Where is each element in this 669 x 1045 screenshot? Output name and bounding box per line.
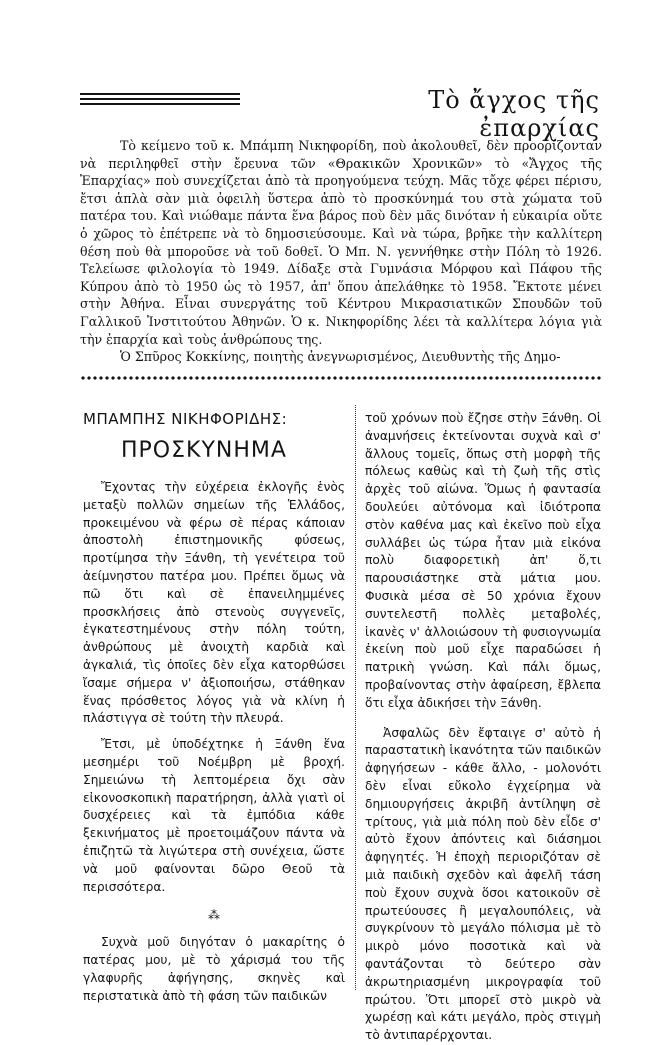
article-left-column — [83, 410, 345, 1006]
body-paragraph: τοῦ χρόνων ποὺ ἔζησε στὴν Ξάνθη. Οἱ ἀναμνήσεις ἐκτείνονται συχνὰ καὶ σ' ἄλλους τομεῖς, ὅπως στὴ μορφὴ τῆς πόλεως καθὼς καὶ τὴ ζωὴ τῆς στὶς ἀρχὲς τοῦ αἰώνα. Ὅμως ἡ φαντασία δουλεύει αὐτόνομα καὶ ἰδιότροπα στὸν καθένα μας καὶ ἐκεῖνο ποὺ εἶχα συλλάβει ὡς τώρα ἦταν μιὰ εἰκόνα πολὺ διαφορετικὴ ἀπ' ὅ,τι παρουσιάστηκε στὰ μάτια μου. Φυσικὰ μέσα σὲ 50 χρόνια ἔχουν συντελεστῆ πολλὲς μεταβολές, ἱκανὲς ν' ἀλλοιώσουν τὴ φυσιογνωμία ἐκείνη ποὺ μοῦ εἶχε παραδώσει ἡ πατρικὴ γνώση. Καὶ πάλι ὅμως, προβαίνοντας στὴν ἀφαίρεση, ἔβλεπα ὅτι εἶχα ἀδικήσει τὴν Ξάνθη. — [365, 411, 601, 710]
body-paragraph: Συχνὰ μοῦ διηγόταν ὁ μακαρίτης ὁ πατέρας μου, μὲ τὸ χάρισμά του τῆς γλαφυρῆς ἀφήγησης, σκηνὲς καὶ περιστατικὰ ἀπὸ τὴ φάση τῶν παιδικῶν — [83, 935, 345, 1003]
body-paragraph: Ἀσφαλῶς δὲν ἔφταιγε σ' αὐτὸ ἡ παραστατικὴ ἱκανότητα τῶν παιδικῶν ἀφηγήσεων - κάθε ἄλλο, - μολονότι δὲν εἶναι εὔκολο ἐγχείρημα νὰ δημιουργήσεις ἀκριβῆ ἀντίληψη σὲ τρίτους, γιὰ μιὰ πόλη ποὺ δὲν εἶδε σ' αὐτὸ ἔχουν ἀπόντεις καὶ διάσημοι ἀφηγητές. Ἡ ἐποχὴ περιοριζόταν σὲ μιὰ παιδικὴ σχεδὸν καὶ ἀφελῆ τάση ποὺ ἔχουν συχνὰ ὅσοι κατοικοῦν σὲ πρωτεύουσες ἢ μεγαλουπόλεις, νὰ συγκρίνουν τὸ μεγάλο πόλισμα μὲ τὸ μικρὸ μόνο ποσοτικὰ καὶ νὰ φαντάζονται τὸ δεύτερο σὰν ἀκρωτηριασμένη μικρογραφία τοῦ πρώτου. Ὅτι μπορεῖ στὸ μικρὸ νὰ χωρέσῃ καὶ κάτι μεγάλο, πρὸς στιγμὴ τὸ ἀντιπαρέρχονται. — [365, 725, 601, 1043]
column-divider — [355, 405, 357, 990]
dotted-separator — [80, 375, 602, 383]
section-title: Τὸ ἄγχος τῆς ἐπαρχίας — [428, 86, 600, 142]
intro-paragraph: Τὸ κείμενο τοῦ κ. Μπάμπη Νικηφορίδη, ποὺ ἀκολουθεῖ, δὲν προορίζονταν νὰ περιληφθεῖ στὴν ἔρευνα τῶν «Θρακικῶν Χρονικῶν» τὸ «Ἄγχος τῆς Ἐπαρχίας» ποὺ συνεχίζεται ἀπὸ τὰ προηγούμενα τεύχη. Μᾶς τὄχε φέρει πέρισυ, ἔτσι ἁπλὰ σὰν μιὰ ὀφειλὴ ὕστερα ἀπὸ τὸ προσκύνημά του στὰ χώματα τοῦ πατέρα του. Καὶ νιώθαμε πάντα ἕνα βάρος ποὺ δὲν μᾶς δινόταν ἡ εὐκαιρία οὔτε ὁ χῶρος τὸ ἐπέτρεπε νὰ τὸ δημοσιεύσουμε. Καὶ νὰ τώρα, βρῆκε τὴν καλλίτερη θέση ποὺ θὰ μποροῦσε νὰ τοῦ δοθεῖ. Ὁ Μπ. Ν. γεννήθηκε στὴν Πόλη τὸ 1926. Τελείωσε φιλολογία τὸ 1949. Δίδαξε στὰ Γυμνάσια Μόρφου καὶ Πάφου τῆς Κύπρου ἀπὸ τὸ 1950 ὡς τὸ 1957, ἀπ' ὅπου ἀπελάθηκε τὸ 1958. Ἔκτοτε μένει στὴν Ἀθήνα. Εἶναι συνεργάτης τοῦ Κέντρου Μικρασιατικῶν Σπουδῶν τοῦ Γαλλικοῦ Ἰνστιτούτου Ἀθηνῶν. Ὁ κ. Νικηφορίδης λέει τὰ καλλίτερα λόγια γιὰ τὴν ἐπαρχία καὶ τοὺς ἀνθρώπους της. — [80, 138, 602, 347]
intro-paragraph: Ὁ Σπῦρος Κοκκίνης, ποιητὴς ἀνεγνωρισμένος, Διευθυντὴς τῆς Δημο- — [120, 349, 561, 365]
intro-note — [80, 137, 602, 366]
article-right-column — [365, 410, 601, 1045]
body-paragraph: Ἔχοντας τὴν εὐχέρεια ἐκλογῆς ἑνὸς μεταξὺ πολλῶν σημείων τῆς Ἑλλάδος, προκειμένου νὰ φέρω σὲ πέρας κάποιαν ἀποστολὴ ἐπιστημονικῆς φύσεως, προτίμησα τὴν Ξάνθη, τὴ γενέτειρα τοῦ ἀείμνηστου πατέρα μου. Πρέπει ὅμως νὰ πῶ ὅτι καὶ σὲ ἐπανειλημμένες προσκλήσεις ἀπὸ στενοὺς συγγενεῖς, ἐγκατεστημένους στὴν πόλη τούτη, ἀνθρώπους μὲ ἀνοιχτὴ καρδιὰ καὶ ἀγκαλιά, τὶς ὁποῖες δὲν εἶχα κατορθώσει ἴσαμε σήμερα ν' ἀξιοποιήσω, στάθηκαν ἕνας πρόσθετος λόγος γιὰ νὰ κλίνη ἡ πλάστιγγα σὲ τούτη τὴν πλευρά. — [83, 480, 345, 726]
header-rule-lines — [80, 93, 240, 108]
article-author: ΜΠΑΜΠΗΣ ΝΙΚΗΦΟΡΙΔΗΣ: — [83, 410, 288, 428]
body-paragraph: Ἔτσι, μὲ ὑποδέχτηκε ἡ Ξάνθη ἕνα μεσημέρι τοῦ Νοέμβρη μὲ βροχή. Σημειώνω τὴ λεπτομέρεια ὄχι σὰν εἰκονοσκοπικὴ παρατήρηση, ἀλλὰ γιατὶ οἱ δυσχέρειες καὶ τὰ ἐμπόδια κάθε ξεκινήματος μὲ προετοιμάζουν πάντα νὰ ἐπιζητῶ τὰ λιγώτερα στὴ συνέχεια, ὥστε νὰ μοῦ φαίνονται δῶρο Θεοῦ τὰ περισσότερα. — [83, 737, 345, 894]
section-break-asterism: ⁂ — [208, 908, 220, 923]
article-title: ΠΡΟΣΚΥΝΗΜΑ — [121, 438, 287, 463]
